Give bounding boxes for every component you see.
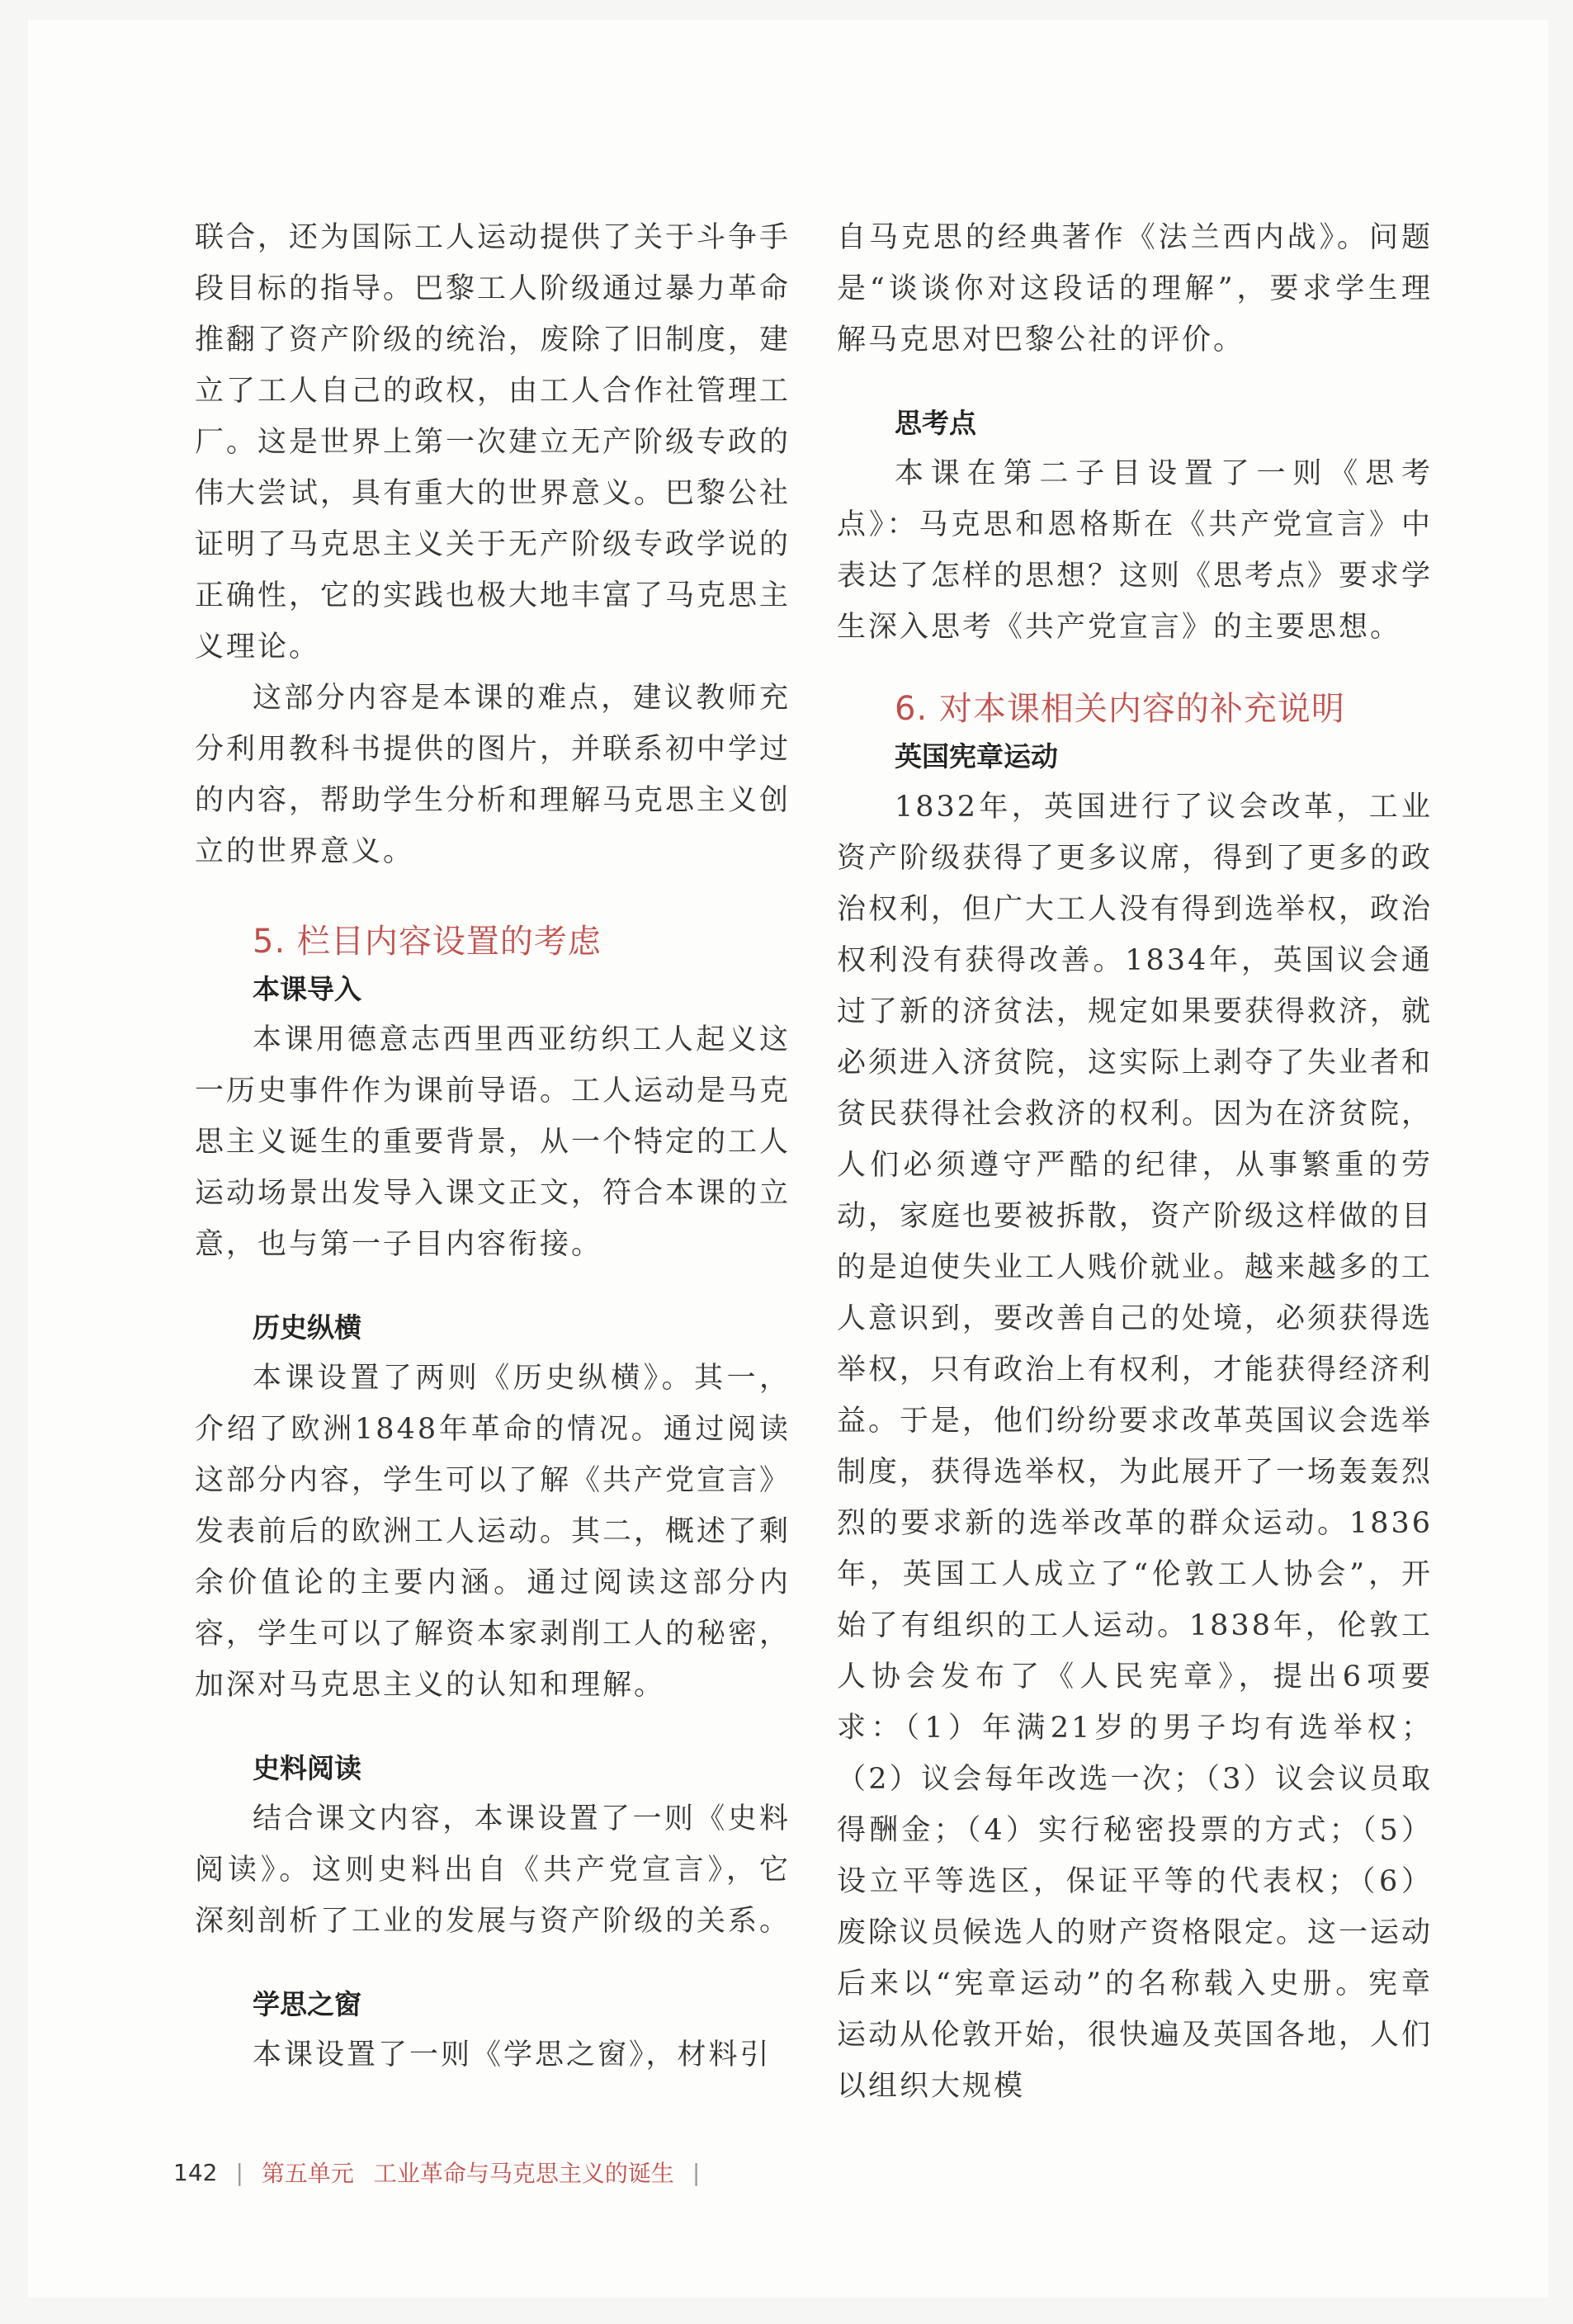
paragraph-think: 本课在第二子目设置了一则《思考点》：马克思和恩格斯在《共产党宣言》中表达了怎样的思想？这则《思考点》要求学生深入思考《共产党宣言》的主要思想。 <box>837 457 1434 644</box>
footer-divider-end: | <box>692 2158 701 2186</box>
page-number: 142 <box>173 2158 218 2186</box>
paragraph-difficulty-note: 这部分内容是本课的难点，建议教师充分利用教科书提供的图片，并联系初中学过的内容，帮助学生分析和理解马克思主义创立的世界意义。 <box>195 682 791 868</box>
section-6-title: 6. 对本课相关内容的补充说明 <box>895 690 1345 728</box>
paragraph-lesson-intro: 本课用德意志西里西亚纺织工人起义这一历史事件作为课前导语。工人运动是马克思主义诞生的重要背景，从一个特定的工人运动场景出发导入课文正文，符合本课的立意，也与第一子目内容衔接。 <box>195 1023 791 1261</box>
subheading-think: 思考点 <box>895 407 976 439</box>
page-sheet <box>28 20 1548 2298</box>
subheading-window: 学思之窗 <box>253 1988 361 2020</box>
subheading-sources: 史料阅读 <box>253 1752 361 1784</box>
left-column <box>195 212 791 2081</box>
footer-unit-title: 工业革命与马克思主义的诞生 <box>373 2160 674 2187</box>
footer-unit: 第五单元 <box>261 2160 354 2187</box>
paragraph-window-cont: 自马克思的经典著作《法兰西内战》。问题是“谈谈你对这段话的理解”，要求学生理解马克思对巴黎公社的评价。 <box>837 221 1433 357</box>
subheading-chartism: 英国宪章运动 <box>895 740 1058 772</box>
paragraph-history: 本课设置了两则《历史纵横》。其一，介绍了欧洲1848年革命的情况。通过阅读这部分内容，学生可以了解《共产党宣言》发表前后的欧洲工人运动。其二，概述了剩余价值论的主要内涵。通过阅读这部分内容，学生可以了解资本家剥削工人的秘密，加深对马克思主义的认知和理解。 <box>195 1362 791 1702</box>
right-column <box>837 212 1433 2112</box>
paragraph-paris-commune-cont: 联合，还为国际工人运动提供了关于斗争手段目标的指导。巴黎工人阶级通过暴力革命推翻了资产阶级的统治，废除了旧制度，建立了工人自己的政权，由工人合作社管理工厂。这是世界上第一次建立无产阶级专政的伟大尝试，具有重大的世界意义。巴黎公社证明了马克思主义关于无产阶级专政学说的正确性，它的实践也极大地丰富了马克思主义理论。 <box>195 221 791 664</box>
paragraph-chartism: 1832年，英国进行了议会改革，工业资产阶级获得了更多议席，得到了更多的政治权利，但广大工人没有得到选举权，政治权利没有获得改善。1834年，英国议会通过了新的济贫法，规定如果要获得救济，就必须进入济贫院，这实际上剥夺了失业者和贫民获得社会救济的权利。因为在济贫院，人们必须遵守严酷的纪律，从事繁重的劳动，家庭也要被拆散，资产阶级这样做的目的是迫使失业工人贱价就业。越来越多的工人意识到，要改善自己的处境，必须获得选举权，只有政治上有权利，才能获得经济利益。于是，他们纷纷要求改革英国议会选举制度，获得选举权，为此展开了一场轰轰烈烈的要求新的选举改革的群众运动。1836年，英国工人成立了“伦敦工人协会”，开始了有组织的工人运动。1838年，伦敦工人协会发布了《人民宪章》，提出6项要求：（1）年满21岁的男子均有选举权；（2）议会每年改选一次；（3）议会议员取得酬金；（4）实行秘密投票的方式；（5）设立平等选区，保证平等的代表权；（6）废除议员候选人的财产资格限定。这一运动后来以“宪章运动”的名称载入史册。宪章运动从伦敦开始，很快遍及英国各地，人们以组织大规模 <box>837 791 1434 2103</box>
paragraph-window: 本课设置了一则《学思之窗》，材料引 <box>253 2038 772 2071</box>
paragraph-sources: 结合课文内容，本课设置了一则《史料阅读》。这则史料出自《共产党宣言》，它深刻剖析了工业的发展与资产阶级的关系。 <box>195 1802 791 1938</box>
footer-divider: | <box>235 2158 243 2186</box>
page-footer <box>173 2156 718 2189</box>
subheading-lesson-intro: 本课导入 <box>253 973 361 1005</box>
subheading-history: 历史纵横 <box>253 1311 361 1344</box>
section-5-title: 5. 栏目内容设置的考虑 <box>253 923 602 961</box>
